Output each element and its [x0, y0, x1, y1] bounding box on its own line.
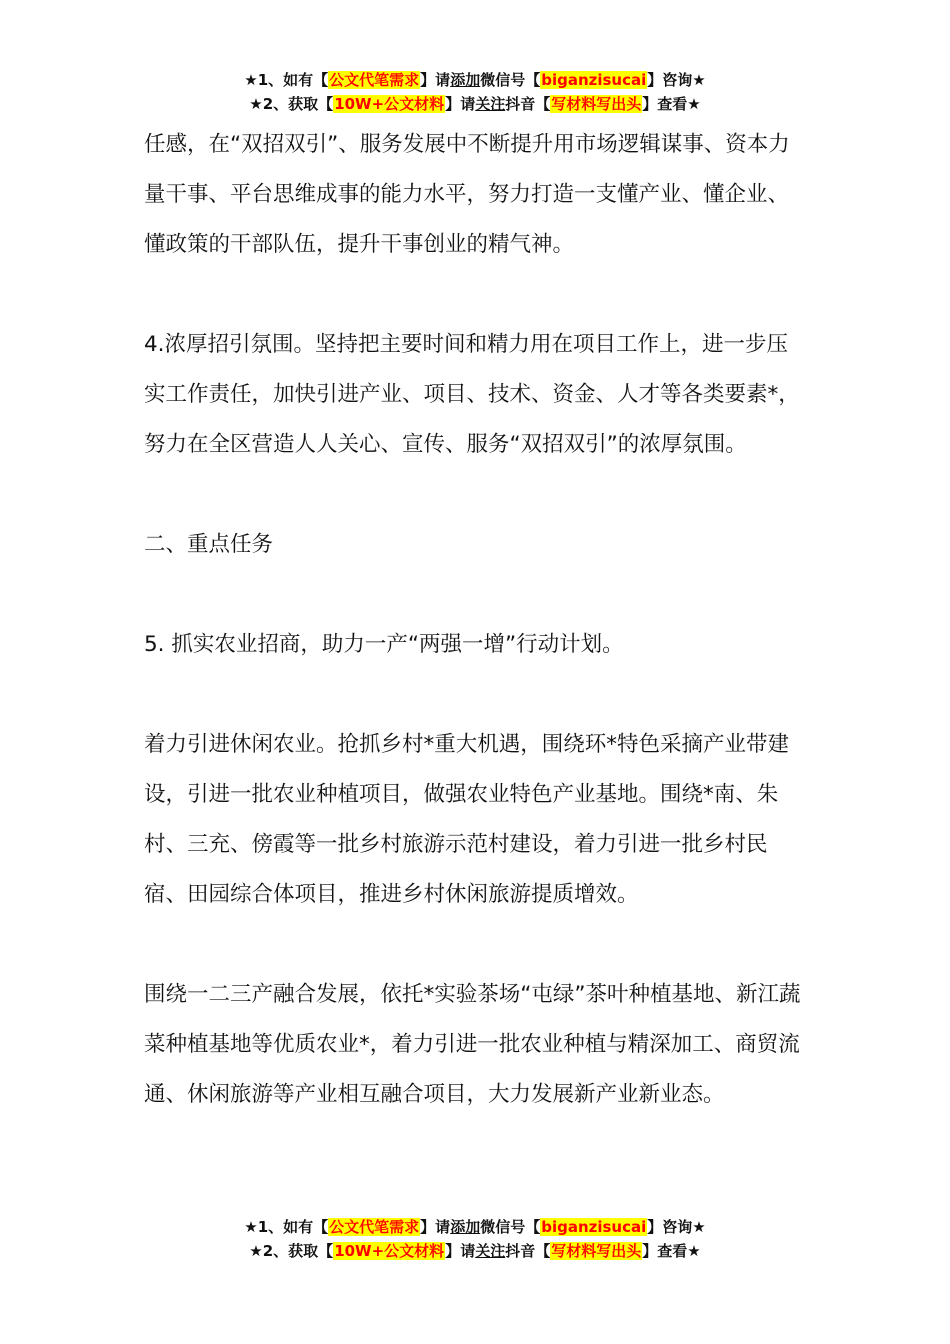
- banner-text: 】请: [445, 95, 476, 113]
- subsection-heading: 5. 抓实农业招商，助力一产“两强一增”行动计划。: [144, 632, 624, 657]
- banner-text: 微信号【: [480, 1218, 541, 1236]
- banner-line-2: [0, 92, 950, 116]
- highlight-materials: 10W+公文材料: [334, 95, 445, 113]
- banner-text: ★2、获取【: [249, 95, 334, 113]
- underlined-text: 添加: [450, 71, 481, 89]
- banner-text: 】请: [420, 71, 451, 89]
- banner-text: 微信号【: [480, 71, 541, 89]
- paragraph: 围绕一二三产融合发展，依托*实验茶场“屯绿”茶叶种植基地、新江蔬菜种植基地等优质农业*，着力引进一批农业种植与精深加工、商贸流通、休闲旅游等产业相互融合项目，大力发展新产业新业态。: [144, 982, 801, 1107]
- banner-text: 】查看★: [642, 1242, 701, 1260]
- paragraph: 任感，在“双招双引”、服务发展中不断提升用市场逻辑谋事、资本力量干事、平台思维成事的能力水平，努力打造一支懂产业、懂企业、懂政策的干部队伍，提升干事创业的精气神。: [144, 132, 790, 257]
- banner-line-2: [0, 1239, 950, 1263]
- banner-line-1: [0, 1215, 950, 1239]
- banner-text: 抖音【: [505, 95, 551, 113]
- highlight-wechat-id: biganzisucai: [541, 1218, 647, 1236]
- highlight-douyin: 写材料写出头: [551, 95, 642, 113]
- banner-text: 】请: [445, 1242, 476, 1260]
- highlight-service: 公文代笔需求: [329, 1218, 420, 1236]
- document-body: [144, 120, 809, 1170]
- underlined-text: 关注: [475, 95, 506, 113]
- highlight-douyin: 写材料写出头: [551, 1242, 642, 1260]
- banner-text: 】咨询★: [647, 71, 706, 89]
- paragraph: 4.浓厚招引氛围。坚持把主要时间和精力用在项目工作上，进一步压实工作责任，加快引进产业、项目、技术、资金、人才等各类要素*，努力在全区营造人人关心、宣传、服务“双招双引”的浓厚氛围。: [144, 332, 800, 457]
- banner-text: 】查看★: [642, 95, 701, 113]
- header-banner: [0, 68, 950, 116]
- section-heading: 二、重点任务: [144, 532, 274, 557]
- banner-line-1: [0, 68, 950, 92]
- banner-text: 】咨询★: [647, 1218, 706, 1236]
- banner-text: 抖音【: [505, 1242, 551, 1260]
- footer-banner: [0, 1215, 950, 1263]
- banner-text: ★1、如有【: [244, 71, 329, 89]
- highlight-wechat-id: biganzisucai: [541, 71, 647, 89]
- paragraph: 着力引进休闲农业。抢抓乡村*重大机遇，围绕环*特色采摘产业带建设，引进一批农业种植项目，做强农业特色产业基地。围绕*南、朱村、三充、傍霞等一批乡村旅游示范村建设，着力引进一批乡村民宿、田园综合体项目，推进乡村休闲旅游提质增效。: [144, 732, 790, 907]
- underlined-text: 添加: [450, 1218, 481, 1236]
- banner-text: ★1、如有【: [244, 1218, 329, 1236]
- highlight-materials: 10W+公文材料: [334, 1242, 445, 1260]
- underlined-text: 关注: [475, 1242, 506, 1260]
- banner-text: 】请: [420, 1218, 451, 1236]
- banner-text: ★2、获取【: [249, 1242, 334, 1260]
- highlight-service: 公文代笔需求: [329, 71, 420, 89]
